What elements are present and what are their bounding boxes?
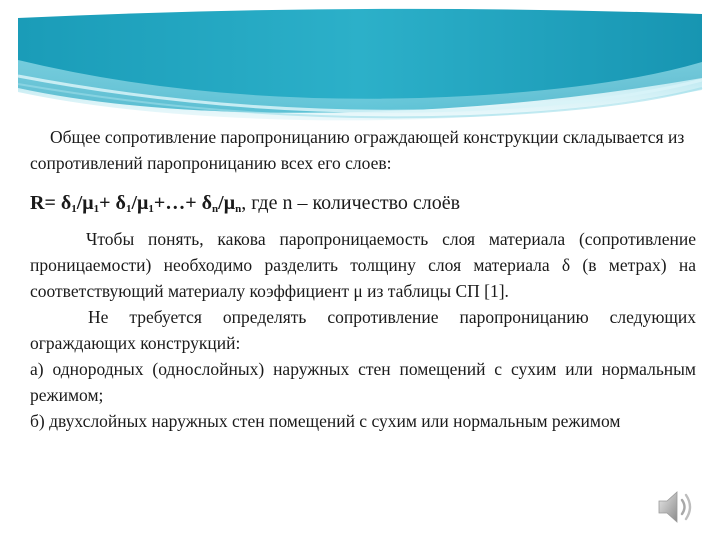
permeability-paragraph: Чтобы понять, какова паропроницаемость слоя материала (сопротивление проницаемости) необходимо разделить толщину слоя материала δ (в метрах) на соответствующий материалу коэффициент μ из таблицы СП [1]. [30,229,696,301]
list-item-b: б) двухслойных наружных стен помещений с сухим или нормальным режимом [30,411,621,431]
slide-content [30,124,696,434]
formula-explanation: , где n – количество слоёв [241,192,461,214]
decorative-wave-banner [0,0,720,130]
list-item-a: а) однородных (однослойных) наружных стен помещений с сухим или нормальным режимом; [30,359,696,405]
intro-paragraph: Общее сопротивление паропроницанию ограждающей конструкции складывается из сопротивлений паропроницанию всех его слоев: [30,127,685,173]
exemption-paragraph: Не требуется определять сопротивление паропроницанию следующих ограждающих конструкций: [30,307,696,353]
speaker-icon[interactable] [655,486,697,528]
resistance-formula: $R= \delta_1/\mu_1+$ $\delta_1/\mu_1+\dots+ \delta_n/\mu_n$, где n – количество слоёв [30,192,461,215]
formula-lhs: R= [30,192,61,214]
